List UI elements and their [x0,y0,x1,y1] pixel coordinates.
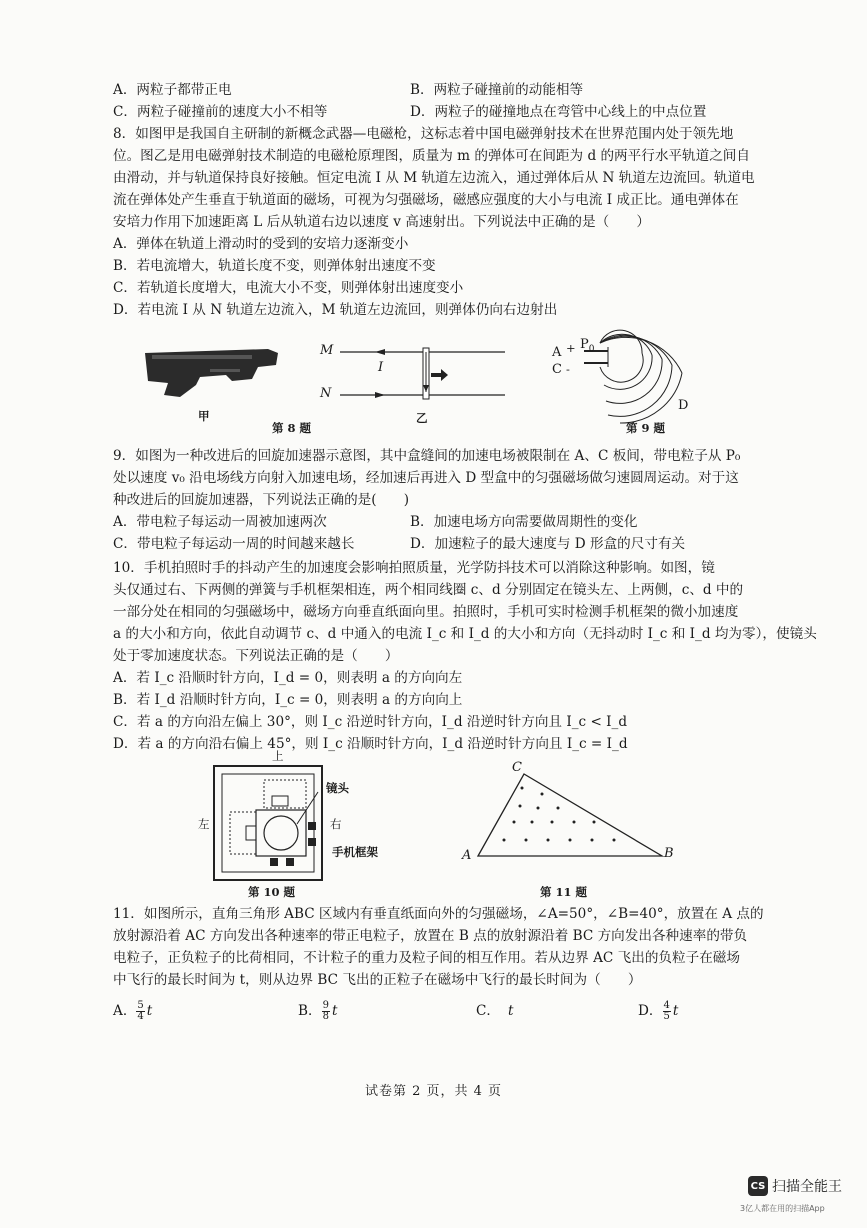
p0-subscript: 0 [588,344,595,355]
q8-stem-line: 由滑动，并与轨道保持良好接触。恒定电流 I 从 M 轨道左边流入，通过弹体后从 N 轨道左边流回。轨道电 [113,170,755,186]
electromagnetic-gun-photo [140,345,285,400]
q11-stem-line: 电粒子，正负粒子的比荷相同，不计粒子的重力及粒子间的相互作用。若从边界 AC 飞出的负粒子在磁场 [113,950,740,966]
rail-gun-diagram [315,340,510,420]
numerator: 4 [663,1000,670,1011]
option-letter: D． [638,1003,663,1019]
p0-letter: P [580,337,589,352]
q10-option-a: A．若 I_c 沿顺时针方向，I_d = 0，则表明 a 的方向向左 [113,670,463,686]
scanner-logo [748,1176,842,1196]
label-lens: 镜头 [326,781,349,795]
q9-stem-line: 9．如图为一种改进后的回旋加速器示意图，其中盒缝间的加速电场被限制在 A、C 板间，带电粒子从 P₀ [113,448,741,464]
q11-option-b [298,1000,337,1022]
plus-sign: + [566,341,576,355]
p0-label [580,337,594,355]
q8-option-b: B．若电流增大，轨道长度不变，则弹体射出速度不变 [113,258,436,274]
variable-t: t [672,1003,679,1019]
label-up: 上 [272,749,284,763]
q9-option-b: B．加速电场方向需要做周期性的变化 [410,514,638,530]
variable-t: t [331,1003,338,1019]
denominator: 5 [663,1011,670,1022]
cs-logo-icon: CS [748,1176,768,1196]
rail-m-label: M [320,343,334,358]
vertex-b-label: B [664,846,674,861]
q11-stem-line: 放射源沿着 AC 方向发出各种速率的带正电粒子，放置在 B 点的放射源沿着 BC 方向发出各种速率的带负 [113,928,748,944]
scanner-tagline: 3亿人都在用的扫描App [740,1204,825,1213]
variable-t: t [146,1003,153,1019]
q8-option-c: C．若轨道长度增大，电流大小不变，则弹体射出速度变小 [113,280,464,296]
page-footer: 试卷第 2 页，共 4 页 [364,1084,503,1099]
q10-stem-line: 一部分处在相同的匀强磁场中，磁场方向垂直纸面向里。拍照时，手机可实时检测手机框架的微小加速度 [113,604,739,620]
current-i-label: I [378,360,384,375]
q7-option-b: B．两粒子碰撞前的动能相等 [410,82,584,98]
q7-option-a: A．两粒子都带正电 [113,82,232,98]
label-left: 左 [198,817,210,831]
fig8-caption: 第 8 题 [272,421,312,435]
q10-stem-line: 处于零加速度状态。下列说法正确的是（ ） [113,648,399,664]
denominator: 8 [322,1011,329,1022]
fig10-caption: 第 10 题 [248,885,296,899]
q11-stem-line: 11．如图所示，直角三角形 ABC 区域内有垂直纸面向外的匀强磁场，∠A=50°，∠B=40°，放置在 A 点的 [113,906,764,922]
fig8-jia-label: 甲 [198,409,210,423]
fig11-caption: 第 11 题 [540,885,588,899]
q10-option-c: C．若 a 的方向沿左偏上 30°，则 I_c 沿逆时针方向，I_d 沿逆时针方向且 I_c < I_d [113,714,628,730]
rail-n-label: N [320,386,332,401]
vertex-c-label: C [512,760,522,775]
q11-option-a [113,1000,152,1022]
q7-option-d: D．两粒子的碰撞地点在弯管中心线上的中点位置 [410,104,707,120]
q11-option-c [476,1000,513,1022]
q10-stem-line: 头仅通过右、下两侧的弹簧与手机框架相连，两个相同线圈 c、d 分别固定在镜头左、上两侧，c、d 中的 [113,582,744,598]
q8-stem-line: 安培力作用下加速距离 L 后从轨道右边以速度 v 高速射出。下列说法中正确的是（ ） [113,214,650,230]
q8-stem-line: 位。图乙是用电磁弹射技术制造的电磁枪原理图，质量为 m 的弹体可在间距为 d 的两平行水平轨道之间自 [113,148,750,164]
q11-option-d [638,1000,678,1022]
option-letter: C． [476,1003,500,1019]
q11-stem-line: 中飞行的最长时间为 t，则从边界 BC 飞出的正粒子在磁场中飞行的最长时间为（ ） [113,972,642,988]
variable-t: t [508,1003,514,1019]
numerator: 9 [322,1000,329,1011]
minus-sign: - [566,362,570,376]
q8-stem-line: 流在弹体处产生垂直于轨道面的磁场，可视为匀强磁场，磁感应强度的大小与电流 I 成正比。通电弹体在 [113,192,739,208]
triangle-field-diagram [470,764,670,864]
q9-option-c: C．带电粒子每运动一周的时间越来越长 [113,536,355,552]
fig8-yi-label: 乙 [416,411,428,425]
q9-option-a: A．带电粒子每运动一周被加速两次 [113,514,327,530]
fraction [663,1001,671,1022]
option-letter: A． [113,1003,137,1019]
q7-option-c: C．两粒子碰撞前的速度大小不相等 [113,104,328,120]
numerator: 5 [137,1000,144,1011]
q10-stem-line: a 的大小和方向，依此自动调节 c、d 中通入的电流 I_c 和 I_d 的大小和方向（无抖动时 I_c 和 I_d 均为零），使镜头 [113,626,817,642]
q9-stem-line: 处以速度 v₀ 沿电场线方向射入加速电场，经加速后再进入 D 型盒中的匀强磁场做匀速圆周运动。对于这 [113,470,739,486]
label-phone-frame: 手机框架 [332,845,378,859]
vertex-a-label: A [462,848,472,863]
q8-stem-line: 8．如图甲是我国自主研制的新概念武器—电磁枪，这标志着中国电磁弹射技术在世界范围内处于领先地 [113,126,734,142]
fraction [322,1001,330,1022]
denominator: 4 [137,1011,144,1022]
scanner-app-name: 扫描全能王 [772,1179,842,1195]
phone-lens-diagram [212,764,324,882]
plate-a-label: A [552,345,562,360]
q9-option-d: D．加速粒子的最大速度与 D 形盒的尺寸有关 [410,536,686,552]
fig9-caption: 第 9 题 [626,421,666,435]
fraction [136,1001,144,1022]
q8-option-a: A．弹体在轨道上滑动时的受到的安培力逐渐变小 [113,236,409,252]
dee-d-label: D [678,398,689,413]
q10-option-d: D．若 a 的方向沿右偏上 45°，则 I_c 沿顺时针方向，I_d 沿逆时针方向且 I_c = I_d [113,736,628,752]
option-letter: B． [298,1003,322,1019]
label-right: 右 [330,817,342,831]
q10-stem-line: 10．手机拍照时手的抖动产生的加速度会影响拍照质量，光学防抖技术可以消除这种影响。如图，镜 [113,560,715,576]
q10-option-b: B．若 I_d 沿顺时针方向，I_c = 0，则表明 a 的方向向上 [113,692,463,708]
q9-stem-line: 种改进后的回旋加速器，下列说法正确的是( ) [113,492,410,508]
plate-c-label: C [552,362,562,377]
q8-option-d: D．若电流 I 从 N 轨道左边流入，M 轨道左边流回，则弹体仍向右边射出 [113,302,558,318]
